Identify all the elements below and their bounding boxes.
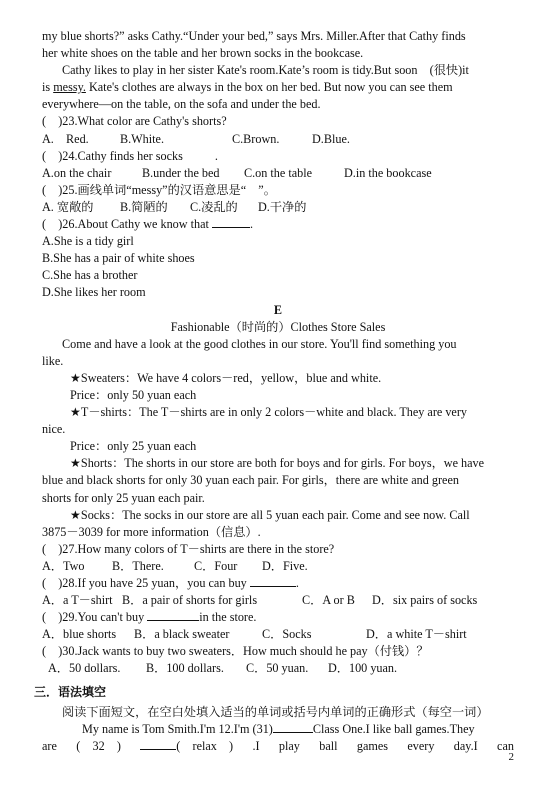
q29-stem: ( )29.You can't buy in the store. <box>42 610 257 625</box>
section-e-letter: E <box>273 302 283 317</box>
q29-option-b: B．a black sweater <box>134 627 230 642</box>
q27-option-b: B．There. <box>112 558 164 573</box>
q26-option-b: B.She has a pair of white shoes <box>42 251 195 266</box>
q24-option-b: B.under the bed <box>142 165 220 180</box>
q26-option-a: A.She is a tidy girl <box>42 234 134 249</box>
q29-options <box>42 626 514 643</box>
q25-option-a: A. 宽敞的 <box>42 199 94 214</box>
q26-option-d: D.She likes her room <box>42 285 146 300</box>
q28-option-b: B．a pair of shorts for girls <box>122 593 258 608</box>
q29-option-c: C．Socks <box>262 627 312 642</box>
q23-option-b: B.White. <box>120 131 165 146</box>
section-e-intro-end: like. <box>42 353 64 368</box>
story-line-1: my blue shorts?” asks Cathy.“Under your bed,” says Mrs. Miller.After that Cathy finds <box>42 29 466 43</box>
sweaters-info: ★Sweaters：We have 4 colors－red，yellow，blue and white. <box>70 370 382 385</box>
q24-options <box>42 165 514 182</box>
page-number: 2 <box>508 750 514 763</box>
q23-options <box>42 131 514 148</box>
q25-options <box>42 199 514 216</box>
section-3-heading: 三．语法填空 <box>34 684 107 699</box>
q27-option-d: D．Five. <box>262 558 308 573</box>
q28-options <box>42 592 514 609</box>
grammar-line-1: My name is Tom Smith.I'm 12.I'm (31) Class One.I like ball games.They <box>82 721 475 736</box>
story-paragraph-2: Cathy likes to play in her sister Kate's room.Kate’s room is tidy.But soon (很快)it <box>62 63 469 78</box>
q24-option-d: D.in the bookcase <box>344 165 432 180</box>
q24-option-c: C.on the table <box>244 165 313 180</box>
q23-option-c: C.Brown. <box>232 131 280 146</box>
shorts-info-2: blue and black shorts for only 30 yuan each pair. For girls，there are white and green <box>42 473 459 488</box>
q30-options <box>42 660 514 677</box>
story-line-2: her white shoes on the table and her brown socks in the bookcase. <box>42 46 364 61</box>
q26-option-c: C.She has a brother <box>42 268 138 283</box>
tshirts-info: ★T－shirts：The T－shirts are in only 2 colors－white and black. They are very <box>70 405 467 420</box>
q25-option-b: B.简陋的 <box>120 199 168 214</box>
q30-option-b: B．100 dollars. <box>146 661 224 676</box>
blank-31 <box>273 721 313 733</box>
q30-option-a: A．50 dollars. <box>48 661 121 676</box>
q23-option-a: A. Red. <box>42 131 89 146</box>
tshirts-price: Price：only 25 yuan each <box>70 439 197 454</box>
shorts-info: ★Shorts：The shorts in our store are both for boys and for girls. For boys，we have <box>70 456 485 471</box>
sweaters-price: Price：only 50 yuan each <box>70 387 197 402</box>
section-e-intro: Come and have a look at the good clothes in our store. You'll find something you <box>62 336 457 351</box>
q28-option-c: C．A or B <box>302 593 355 608</box>
q28-option-a: A．a T－shirt <box>42 593 113 608</box>
q26-answer-blank <box>212 216 250 228</box>
q29-option-d: D．a white T－shirt <box>366 627 467 642</box>
q25-option-d: D.干净的 <box>258 199 307 214</box>
shorts-info-3: shorts for only 25 yuan each pair. <box>42 490 205 505</box>
q25-stem: ( )25.画线单词“messy”的汉语意思是“ ”。 <box>42 182 276 197</box>
tshirts-info-end: nice. <box>42 422 66 437</box>
blank-32 <box>140 738 176 750</box>
q29-option-a: A．blue shorts <box>42 627 117 642</box>
q24-stem: ( )24.Cathy finds her socks . <box>42 148 218 163</box>
q23-option-d: D.Blue. <box>312 131 350 146</box>
q28-option-d: D．six pairs of socks <box>372 593 478 608</box>
q24-option-a: A.on the chair <box>42 165 112 180</box>
q27-option-a: A．Two <box>42 558 85 573</box>
messy-word: messy. <box>53 80 86 95</box>
section-e-title: Fashionable（时尚的）Clothes Store Sales <box>170 319 386 334</box>
q23-stem: ( )23.What color are Cathy's shorts? <box>42 114 227 129</box>
socks-info-2: 3875－3039 for more information（信息）. <box>42 524 261 539</box>
q27-stem: ( )27.How many colors of T－shirts are there in the store? <box>42 541 335 556</box>
q27-options <box>42 558 514 575</box>
q29-answer-blank <box>147 609 199 621</box>
q28-answer-blank <box>250 575 296 587</box>
q26-stem: ( )26.About Cathy we know that . <box>42 217 253 232</box>
section-3-instructions: 阅读下面短文，在空白处填入适当的单词或括号内单词的正确形式（每空一词） <box>62 704 489 719</box>
q25-option-c: C.凌乱的 <box>190 199 238 214</box>
q30-option-c: C．50 yuan. <box>246 661 309 676</box>
q30-option-d: D．100 yuan. <box>328 661 398 676</box>
socks-info: ★Socks：The socks in our store are all 5 yuan each pair. Come and see now. Call <box>70 507 470 522</box>
grammar-line-2: are ( 32 ) ( relax ) .I play ball games every day.I can <box>42 738 514 753</box>
story-paragraph-2-end: everywhere—on the table, on the sofa and under the bed. <box>42 97 321 112</box>
story-paragraph-2-cont: is messy. Kate's clothes are always in the box on her bed. But now you can see them <box>42 80 453 95</box>
q28-stem: ( )28.If you have 25 yuan，you can buy . <box>42 576 299 590</box>
q27-option-c: C．Four <box>194 558 238 573</box>
q30-stem: ( )30.Jack wants to buy two sweaters．How much should he pay（付钱）？ <box>42 644 429 659</box>
